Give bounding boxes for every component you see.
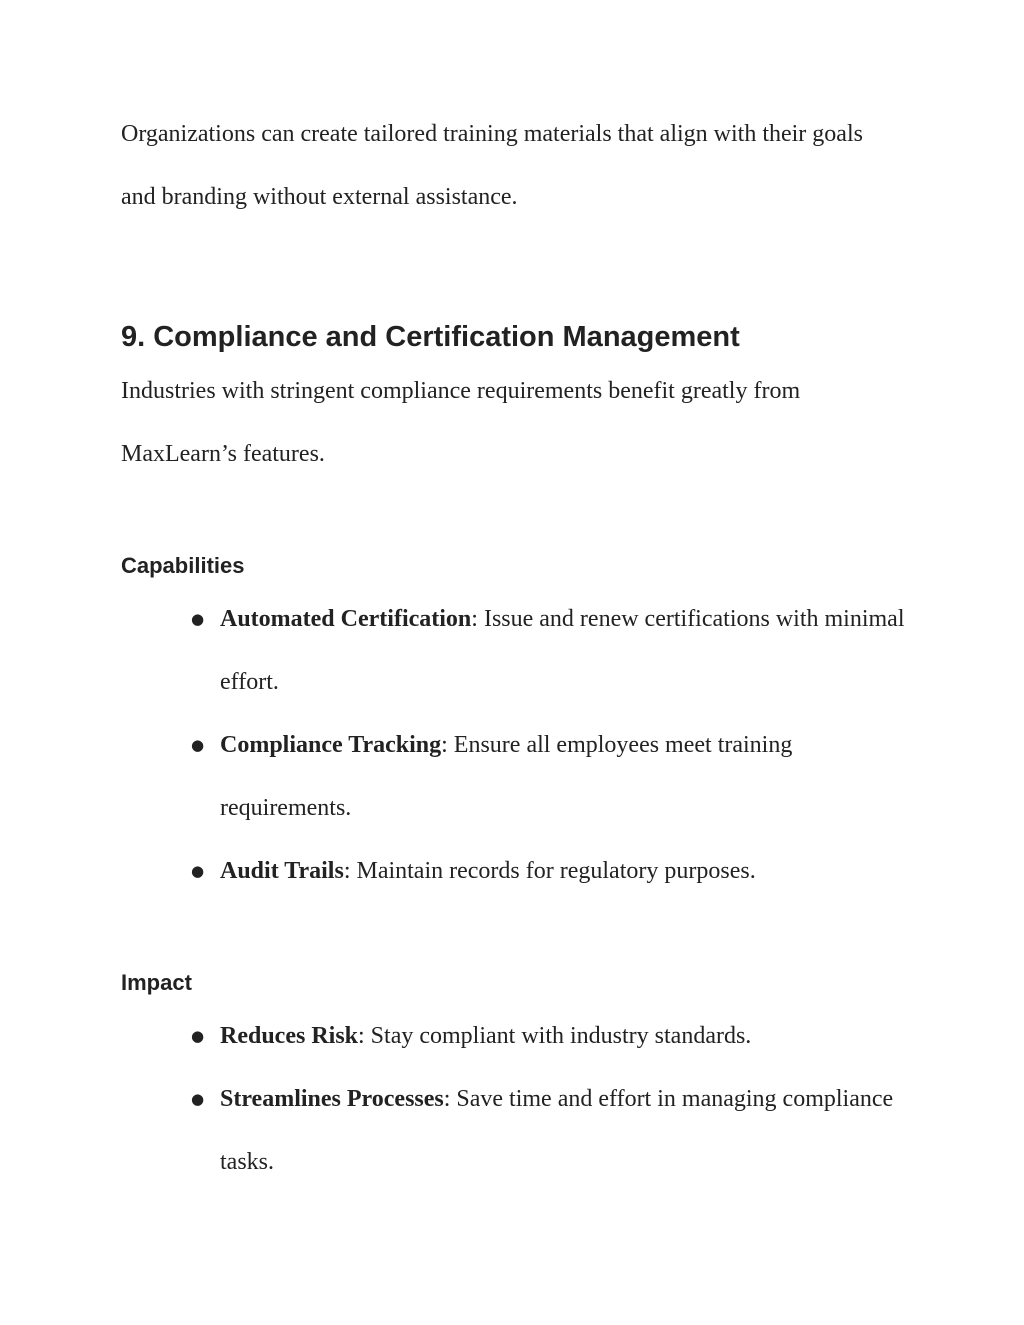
list-item [121, 1005, 921, 1068]
capabilities-heading: Capabilities [121, 553, 245, 578]
item-term: Automated Certification [220, 606, 472, 632]
item-text: : Maintain records for regulatory purposes. [343, 858, 756, 884]
capabilities-list [121, 588, 921, 903]
bullet-icon: ● [191, 862, 205, 880]
bullet-icon: ● [191, 736, 205, 754]
list-item [121, 714, 921, 840]
item-text: : Save time and effort in managing compliance tasks. [220, 1086, 894, 1175]
item-term: Streamlines Processes [220, 1086, 444, 1112]
item-text: : Issue and renew certifications with minimal effort. [220, 606, 905, 695]
item-text: : Ensure all employees meet training requirements. [220, 732, 793, 821]
impact-list [121, 1005, 921, 1194]
intro-paragraph: Organizations can create tailored training materials that align with their goals and branding without external assistance. [121, 121, 863, 210]
bullet-icon: ● [191, 1090, 205, 1108]
section-heading: 9. Compliance and Certification Management [121, 321, 740, 353]
item-text: : Stay compliant with industry standards. [358, 1023, 752, 1049]
item-term: Audit Trails [220, 858, 344, 884]
item-term: Reduces Risk [220, 1023, 359, 1049]
item-term: Compliance Tracking [220, 732, 442, 758]
list-item [121, 1068, 921, 1194]
list-item [121, 588, 921, 714]
bullet-icon: ● [191, 610, 205, 628]
section-description: Industries with stringent compliance requirements benefit greatly from MaxLearn’s features. [121, 378, 801, 467]
bullet-icon: ● [191, 1027, 205, 1045]
impact-heading: Impact [121, 970, 192, 995]
list-item [121, 840, 921, 903]
